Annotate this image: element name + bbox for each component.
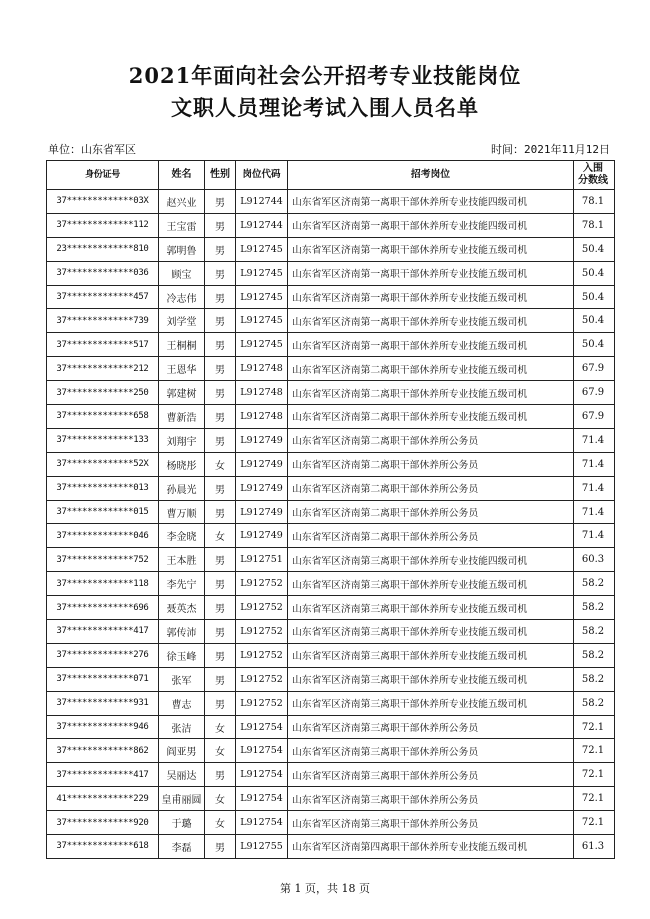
cell-post: 山东省军区济南第三离职干部休养所专业技能五级司机: [288, 572, 574, 596]
cell-code: L912745: [236, 309, 288, 333]
cell-post: 山东省军区济南第三离职干部休养所专业技能五级司机: [288, 667, 574, 691]
cell-code: L912745: [236, 285, 288, 309]
cell-post: 山东省军区济南第一离职干部休养所专业技能五级司机: [288, 309, 574, 333]
cell-score: 58.2: [574, 691, 615, 715]
cell-name: 张洁: [159, 715, 205, 739]
cell-score: 72.1: [574, 787, 615, 811]
cell-name: 王桐桐: [159, 333, 205, 357]
cell-sex: 男: [205, 285, 236, 309]
cell-name: 顾宝: [159, 261, 205, 285]
cell-score: 71.4: [574, 500, 615, 524]
cell-code: L912754: [236, 715, 288, 739]
cell-score: 58.2: [574, 596, 615, 620]
cell-id: 37*************03X: [47, 190, 159, 214]
cell-post: 山东省军区济南第三离职干部休养所公务员: [288, 763, 574, 787]
header-post: 招考岗位: [288, 161, 574, 190]
cell-score: 50.4: [574, 285, 615, 309]
cell-sex: 男: [205, 261, 236, 285]
cell-name: 赵兴业: [159, 190, 205, 214]
cell-post: 山东省军区济南第二离职干部休养所专业技能五级司机: [288, 381, 574, 405]
table-row: [47, 357, 615, 381]
cell-sex: 男: [205, 620, 236, 644]
table-row: [47, 500, 615, 524]
cell-post: 山东省军区济南第三离职干部休养所公务员: [288, 811, 574, 835]
cell-post: 山东省军区济南第二离职干部休养所专业技能五级司机: [288, 405, 574, 429]
cell-code: L912752: [236, 643, 288, 667]
cell-post: 山东省军区济南第二离职干部休养所专业技能五级司机: [288, 357, 574, 381]
cell-post: 山东省军区济南第一离职干部休养所专业技能五级司机: [288, 261, 574, 285]
cell-sex: 男: [205, 548, 236, 572]
cell-sex: 女: [205, 715, 236, 739]
cell-score: 72.1: [574, 763, 615, 787]
cell-name: 皇甫丽圆: [159, 787, 205, 811]
cell-sex: 女: [205, 452, 236, 476]
cell-score: 50.4: [574, 309, 615, 333]
table-row: [47, 237, 615, 261]
cell-score: 67.9: [574, 381, 615, 405]
cell-post: 山东省军区济南第一离职干部休养所专业技能四级司机: [288, 213, 574, 237]
cell-sex: 男: [205, 643, 236, 667]
cell-code: L912744: [236, 190, 288, 214]
cell-name: 聂英杰: [159, 596, 205, 620]
cell-id: 37*************013: [47, 476, 159, 500]
cell-sex: 女: [205, 739, 236, 763]
cell-name: 李磊: [159, 835, 205, 859]
cell-score: 67.9: [574, 405, 615, 429]
table-row: [47, 405, 615, 429]
candidate-table: [46, 160, 615, 859]
cell-code: L912748: [236, 357, 288, 381]
cell-post: 山东省军区济南第三离职干部休养所专业技能五级司机: [288, 643, 574, 667]
cell-code: L912748: [236, 381, 288, 405]
cell-score: 67.9: [574, 357, 615, 381]
cell-post: 山东省军区济南第三离职干部休养所专业技能四级司机: [288, 548, 574, 572]
cell-code: L912752: [236, 596, 288, 620]
cell-sex: 男: [205, 500, 236, 524]
cell-code: L912745: [236, 333, 288, 357]
cell-id: 37*************036: [47, 261, 159, 285]
cell-post: 山东省军区济南第一离职干部休养所专业技能四级司机: [288, 190, 574, 214]
table-row: [47, 428, 615, 452]
cell-post: 山东省军区济南第二离职干部休养所公务员: [288, 428, 574, 452]
header-score: [574, 161, 615, 190]
cell-name: 郭明鲁: [159, 237, 205, 261]
cell-id: 23*************810: [47, 237, 159, 261]
cell-id: 37*************517: [47, 333, 159, 357]
cell-name: 张军: [159, 667, 205, 691]
cell-sex: 女: [205, 787, 236, 811]
cell-code: L912752: [236, 667, 288, 691]
cell-post: 山东省军区济南第三离职干部休养所专业技能五级司机: [288, 691, 574, 715]
header-code: 岗位代码: [236, 161, 288, 190]
cell-sex: 男: [205, 190, 236, 214]
cell-score: 50.4: [574, 237, 615, 261]
cell-id: 41*************229: [47, 787, 159, 811]
cell-post: 山东省军区济南第一离职干部休养所专业技能五级司机: [288, 285, 574, 309]
table-row: [47, 715, 615, 739]
cell-name: 郭传沛: [159, 620, 205, 644]
table-row: [47, 835, 615, 859]
cell-id: 37*************015: [47, 500, 159, 524]
cell-id: 37*************618: [47, 835, 159, 859]
cell-name: 王本胜: [159, 548, 205, 572]
cell-sex: 男: [205, 333, 236, 357]
cell-score: 50.4: [574, 333, 615, 357]
cell-name: 曹万顺: [159, 500, 205, 524]
cell-post: 山东省军区济南第三离职干部休养所专业技能五级司机: [288, 596, 574, 620]
header-sex: 性别: [205, 161, 236, 190]
cell-name: 刘学堂: [159, 309, 205, 333]
cell-id: 37*************457: [47, 285, 159, 309]
cell-name: 王宝雷: [159, 213, 205, 237]
cell-sex: 女: [205, 811, 236, 835]
cell-sex: 男: [205, 835, 236, 859]
table-row: [47, 190, 615, 214]
table-row: [47, 261, 615, 285]
table-row: [47, 524, 615, 548]
cell-code: L912744: [236, 213, 288, 237]
page-title-line2: 文职人员理论考试入围人员名单: [171, 95, 479, 120]
cell-name: 李金晓: [159, 524, 205, 548]
table-row: [47, 476, 615, 500]
cell-name: 吴丽达: [159, 763, 205, 787]
cell-sex: 男: [205, 667, 236, 691]
cell-post: 山东省军区济南第三离职干部休养所公务员: [288, 715, 574, 739]
cell-id: 37*************046: [47, 524, 159, 548]
cell-sex: 男: [205, 405, 236, 429]
cell-sex: 女: [205, 524, 236, 548]
cell-name: 杨晓彤: [159, 452, 205, 476]
table-row: [47, 452, 615, 476]
header-name: 姓名: [159, 161, 205, 190]
cell-score: 60.3: [574, 548, 615, 572]
cell-id: 37*************118: [47, 572, 159, 596]
cell-sex: 男: [205, 691, 236, 715]
cell-id: 37*************417: [47, 763, 159, 787]
table-row: [47, 620, 615, 644]
table-row: [47, 691, 615, 715]
header-id: 身份证号: [47, 161, 159, 190]
page-title-line1: 2021年面向社会公开招考专业技能岗位: [128, 63, 522, 88]
cell-code: L912749: [236, 476, 288, 500]
cell-name: 孙晨光: [159, 476, 205, 500]
cell-sex: 男: [205, 572, 236, 596]
cell-name: 曹新浩: [159, 405, 205, 429]
header-score-line2: 分数线: [578, 175, 608, 186]
date-label: 时间：2021年11月12日: [491, 143, 610, 156]
cell-id: 37*************920: [47, 811, 159, 835]
cell-score: 58.2: [574, 643, 615, 667]
table-row: [47, 763, 615, 787]
cell-code: L912745: [236, 237, 288, 261]
cell-sex: 男: [205, 428, 236, 452]
cell-id: 37*************739: [47, 309, 159, 333]
cell-code: L912754: [236, 787, 288, 811]
table-row: [47, 596, 615, 620]
cell-score: 71.4: [574, 452, 615, 476]
cell-code: L912755: [236, 835, 288, 859]
cell-post: 山东省军区济南第一离职干部休养所专业技能五级司机: [288, 333, 574, 357]
cell-id: 37*************276: [47, 643, 159, 667]
cell-sex: 男: [205, 237, 236, 261]
cell-id: 37*************862: [47, 739, 159, 763]
table-row: [47, 309, 615, 333]
cell-score: 58.2: [574, 620, 615, 644]
cell-post: 山东省军区济南第三离职干部休养所专业技能五级司机: [288, 620, 574, 644]
cell-score: 78.1: [574, 190, 615, 214]
table-row: [47, 213, 615, 237]
cell-sex: 男: [205, 213, 236, 237]
cell-code: L912752: [236, 620, 288, 644]
cell-code: L912751: [236, 548, 288, 572]
table-row: [47, 739, 615, 763]
cell-id: 37*************250: [47, 381, 159, 405]
cell-name: 曹志: [159, 691, 205, 715]
cell-score: 71.4: [574, 476, 615, 500]
cell-name: 阎亚男: [159, 739, 205, 763]
cell-code: L912749: [236, 500, 288, 524]
cell-score: 72.1: [574, 811, 615, 835]
table-row: [47, 643, 615, 667]
cell-code: L912754: [236, 811, 288, 835]
cell-name: 李先宁: [159, 572, 205, 596]
cell-sex: 男: [205, 763, 236, 787]
cell-name: 徐玉峰: [159, 643, 205, 667]
table-body: [47, 190, 615, 859]
table-row: [47, 285, 615, 309]
cell-code: L912748: [236, 405, 288, 429]
cell-id: 37*************112: [47, 213, 159, 237]
cell-code: L912754: [236, 739, 288, 763]
cell-code: L912754: [236, 763, 288, 787]
cell-id: 37*************071: [47, 667, 159, 691]
cell-code: L912749: [236, 428, 288, 452]
table-row: [47, 572, 615, 596]
table-row: [47, 548, 615, 572]
cell-score: 61.3: [574, 835, 615, 859]
cell-sex: 男: [205, 381, 236, 405]
cell-id: 37*************931: [47, 691, 159, 715]
cell-id: 37*************946: [47, 715, 159, 739]
cell-id: 37*************212: [47, 357, 159, 381]
table-row: [47, 667, 615, 691]
cell-post: 山东省军区济南第一离职干部休养所专业技能五级司机: [288, 237, 574, 261]
unit-label: 单位：山东省军区: [48, 143, 136, 156]
cell-sex: 男: [205, 357, 236, 381]
cell-score: 72.1: [574, 739, 615, 763]
cell-id: 37*************52X: [47, 452, 159, 476]
table-row: [47, 381, 615, 405]
cell-score: 71.4: [574, 428, 615, 452]
cell-post: 山东省军区济南第二离职干部休养所公务员: [288, 500, 574, 524]
cell-code: L912752: [236, 691, 288, 715]
cell-sex: 男: [205, 309, 236, 333]
cell-code: L912745: [236, 261, 288, 285]
cell-score: 50.4: [574, 261, 615, 285]
cell-score: 58.2: [574, 667, 615, 691]
cell-id: 37*************752: [47, 548, 159, 572]
cell-id: 37*************133: [47, 428, 159, 452]
cell-sex: 男: [205, 596, 236, 620]
table-header-row: [47, 161, 615, 190]
cell-name: 冷志伟: [159, 285, 205, 309]
cell-name: 于璐: [159, 811, 205, 835]
cell-id: 37*************417: [47, 620, 159, 644]
cell-name: 刘翔宇: [159, 428, 205, 452]
cell-score: 58.2: [574, 572, 615, 596]
header-score-line1: 入围: [583, 163, 603, 174]
cell-code: L912749: [236, 524, 288, 548]
cell-score: 71.4: [574, 524, 615, 548]
cell-score: 78.1: [574, 213, 615, 237]
cell-post: 山东省军区济南第三离职干部休养所公务员: [288, 739, 574, 763]
page-footer: 第 1 页，共 18 页: [280, 882, 370, 895]
cell-score: 72.1: [574, 715, 615, 739]
cell-code: L912749: [236, 452, 288, 476]
table-row: [47, 333, 615, 357]
cell-post: 山东省军区济南第二离职干部休养所公务员: [288, 452, 574, 476]
cell-post: 山东省军区济南第四离职干部休养所专业技能五级司机: [288, 835, 574, 859]
cell-code: L912752: [236, 572, 288, 596]
table-row: [47, 811, 615, 835]
cell-id: 37*************658: [47, 405, 159, 429]
cell-name: 郭建树: [159, 381, 205, 405]
cell-post: 山东省军区济南第二离职干部休养所公务员: [288, 476, 574, 500]
table-row: [47, 787, 615, 811]
cell-name: 王恩华: [159, 357, 205, 381]
cell-post: 山东省军区济南第二离职干部休养所公务员: [288, 524, 574, 548]
cell-post: 山东省军区济南第三离职干部休养所公务员: [288, 787, 574, 811]
cell-id: 37*************696: [47, 596, 159, 620]
cell-sex: 男: [205, 476, 236, 500]
